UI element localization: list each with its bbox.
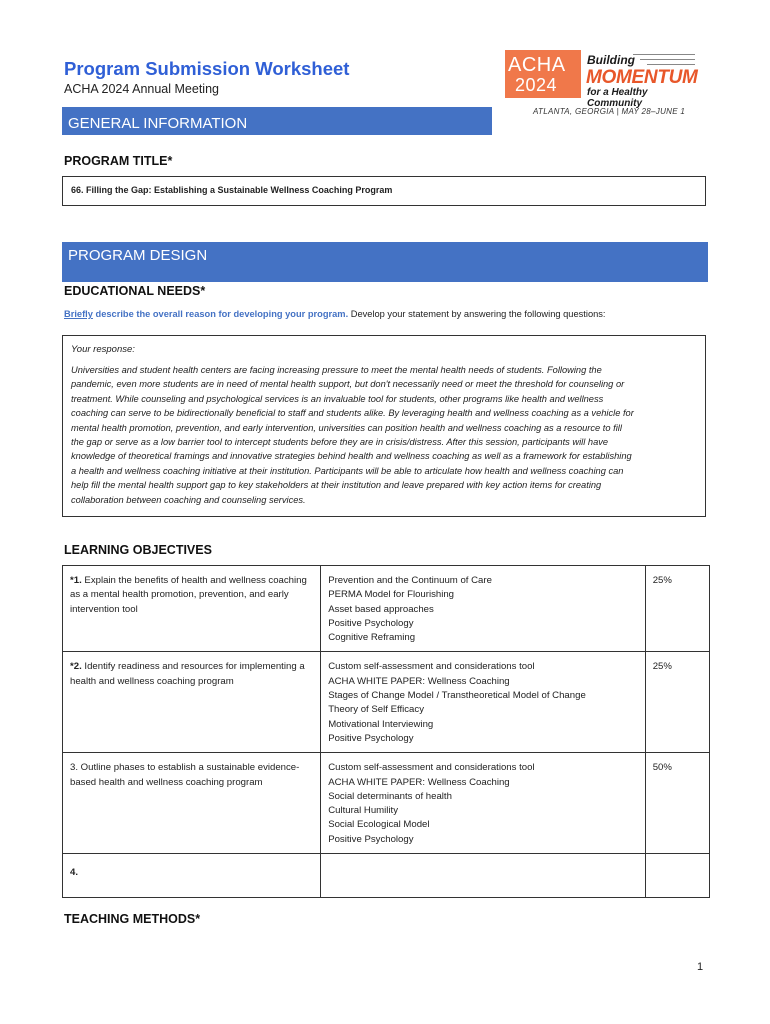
objective-cell[interactable]: [63, 753, 321, 854]
objective-number: *1.: [70, 575, 82, 586]
table-row: [63, 854, 710, 898]
document-subtitle: ACHA 2024 Annual Meeting: [64, 82, 219, 96]
logo-year-text: 2024: [515, 75, 558, 95]
table-row: [63, 566, 710, 652]
response-line: Universities and student health centers are facing increasing pressure to meet the mental health needs of students. Following the: [71, 365, 602, 375]
response-line: collaboration between coaching and counseling services.: [71, 494, 306, 505]
section-header-general-information: [62, 107, 492, 135]
content-line: Prevention and the Continuum of Care: [328, 575, 492, 586]
instructions-rest: Develop your statement by answering the following questions:: [348, 309, 606, 319]
response-line: pandemic, even more students are in need of mental health support, but don't necessarily need or meet the threshold for counseling or: [71, 379, 625, 390]
content-line: Custom self-assessment and considerations tool: [328, 762, 535, 774]
program-title-label: PROGRAM TITLE*: [64, 154, 173, 168]
objective-text: 4.: [70, 867, 79, 879]
objective-percent-cell[interactable]: [645, 753, 709, 854]
document-title: Program Submission Worksheet: [64, 58, 350, 79]
content-line: Custom self-assessment and considerations tool: [328, 661, 535, 673]
content-line: Positive Psychology: [328, 617, 414, 629]
program-title-value: 66. Filling the Gap: Establishing a Sustainable Wellness Coaching Program: [71, 185, 393, 195]
logo-speed-line: [640, 59, 695, 60]
content-line: Cultural Humility: [328, 805, 399, 817]
objective-content-cell[interactable]: [321, 854, 646, 898]
response-line: help fill the mental health support gap to key stakeholders at their institution and leave prepared with key action items for creating: [71, 480, 602, 491]
learning-objectives-table: [62, 565, 710, 898]
logo-building-text: Building: [587, 53, 635, 67]
content-line: Asset based approaches: [328, 603, 434, 615]
table-row: [63, 753, 710, 854]
objective-percent-cell[interactable]: [645, 566, 709, 652]
logo-tagline-text: for a Healthy Community: [587, 87, 648, 109]
objective-percent-cell[interactable]: [645, 854, 709, 898]
acha-2024-logo: [505, 50, 698, 122]
section-header-label: GENERAL INFORMATION: [68, 115, 248, 132]
logo-speed-line: [633, 54, 695, 55]
logo-orange-box: [505, 50, 581, 98]
logo-speed-line: [647, 64, 695, 65]
content-line: Social determinants of health: [328, 790, 452, 802]
objective-percent: 50%: [652, 762, 672, 774]
objective-text: 3. Outline phases to establish a sustainable evidence-based health and wellness coaching program: [70, 762, 300, 788]
learning-objectives-label: LEARNING OBJECTIVES: [64, 543, 212, 557]
logo-location-text: ATLANTA, GEORGIA | MAY 28–JUNE 1: [533, 107, 686, 116]
objective-text: Identify readiness and resources for implementing a health and wellness coaching program: [70, 661, 305, 687]
response-text: [71, 363, 701, 507]
logo-acha-text: ACHA: [508, 54, 566, 76]
objective-number: *2.: [70, 661, 82, 673]
page-number: 1: [697, 961, 704, 973]
program-title-field[interactable]: [62, 176, 706, 206]
objective-percent-cell[interactable]: [645, 652, 709, 753]
response-line: a health and wellness coaching initiative at their institution. Participants will be able to articulate how health and wellness coaching can: [71, 465, 624, 476]
response-line: treatment. While counseling and psychological services is an invaluable tool for students, other programs like health and wellness: [71, 393, 604, 404]
objective-text: Explain the benefits of health and wellness coaching as a mental health promotion, prevention, and early intervention tool: [70, 575, 307, 615]
content-line: PERMA Model for Flourishing: [328, 589, 455, 601]
objective-content-cell[interactable]: [321, 753, 646, 854]
content-line: Positive Psychology: [328, 732, 414, 744]
instructions-highlight: describe the overall reason for developing your program.: [92, 309, 349, 319]
content-line: ACHA WHITE PAPER: Wellness Coaching: [328, 776, 510, 788]
objective-cell[interactable]: [63, 652, 321, 753]
response-label: Your response:: [71, 344, 135, 355]
objective-cell[interactable]: [63, 854, 321, 898]
section-header-program-design: [62, 242, 708, 282]
objective-cell[interactable]: [63, 566, 321, 652]
educational-needs-instructions: [64, 309, 606, 319]
content-line: Stages of Change Model / Transtheoretical Model of Change: [328, 690, 586, 702]
content-line: Motivational Interviewing: [328, 718, 434, 730]
content-line: Theory of Self Efficacy: [328, 704, 424, 716]
content-line: Positive Psychology: [328, 833, 414, 845]
instructions-briefly: Briefly: [64, 309, 93, 319]
objective-content-cell[interactable]: [321, 652, 646, 753]
response-line: coaching can serve to be bidirectionally beneficial to staff and students alike. By leveraging health and wellness coaching as a vehicle for: [71, 408, 634, 419]
teaching-methods-label: TEACHING METHODS*: [64, 912, 201, 926]
objective-percent: 25%: [652, 661, 672, 673]
response-line: mental health promotion, prevention, and early intervention, universities can position health and wellness coaching as a resource to fill: [71, 422, 622, 433]
content-line: ACHA WHITE PAPER: Wellness Coaching: [328, 675, 510, 687]
logo-momentum-text: MOMENTUM: [586, 67, 698, 88]
educational-needs-label: EDUCATIONAL NEEDS*: [64, 284, 206, 298]
table-row: [63, 652, 710, 753]
content-line: Cognitive Reframing: [328, 632, 416, 644]
educational-needs-response-field[interactable]: [62, 335, 706, 517]
section-header-label: PROGRAM DESIGN: [68, 247, 208, 264]
content-line: Social Ecological Model: [328, 819, 430, 831]
response-line: knowledge of theoretical framings and innovative strategies behind health and wellness coaching as well as a framework for establishing: [71, 451, 632, 462]
response-line: the gap or serve as a low barrier tool to intercept students before they are in crisis/distress. After this session, participants will have: [71, 437, 609, 448]
objective-content-cell[interactable]: [321, 566, 646, 652]
objective-percent: 25%: [652, 575, 672, 586]
